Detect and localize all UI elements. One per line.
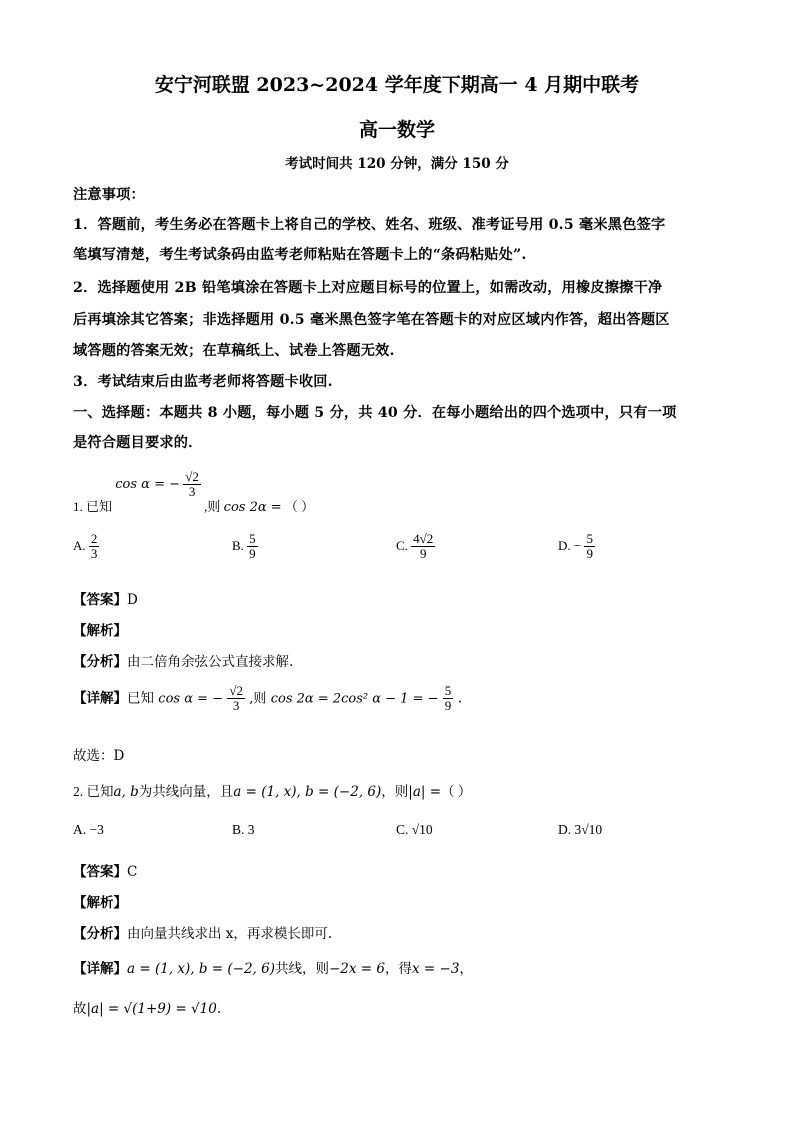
- q1-analysis-tag: 【解析】: [73, 623, 127, 639]
- q1-option-b-den: 9: [249, 546, 256, 562]
- q1-option-c-num: 4√2: [413, 531, 434, 546]
- q1-option-c-label: C.: [396, 537, 408, 553]
- q1-xiangjie-frac1-den: 3: [232, 698, 240, 714]
- q1-blank: （ ）: [284, 498, 315, 514]
- q1-xiangjie-cos: cos α = −: [158, 691, 224, 707]
- q2-conclusion-end: .: [216, 1001, 222, 1017]
- q1-option-d-sign: −: [573, 537, 582, 553]
- q1-xiangjie-pre: 已知: [127, 690, 154, 707]
- q1-fenxi-tag: 【分析】: [73, 654, 127, 670]
- exam-time-info: 考试时间共 120 分钟，满分 150 分: [285, 156, 509, 172]
- q2-option-b[interactable]: [232, 822, 255, 838]
- q1-option-d-value: [584, 532, 595, 562]
- q1-xiangjie-frac2-num: 5: [444, 683, 452, 698]
- q1-option-b-label: B.: [232, 537, 244, 553]
- q1-option-c-value: [411, 532, 435, 562]
- q2-vectors: a, b: [113, 784, 139, 800]
- q1-option-a-num: 2: [90, 531, 98, 546]
- q2-xiangjie-eq: −2x = 6: [329, 961, 385, 977]
- q2-option-b-value: 3: [247, 822, 255, 837]
- q2-option-a-value: −3: [89, 822, 104, 837]
- q1-option-a[interactable]: [73, 532, 99, 562]
- q2-option-a-label: A.: [73, 822, 87, 837]
- q1-then: ,则: [204, 498, 221, 514]
- q1-prefix: 1. 已知: [73, 498, 113, 514]
- exam-subject: 高一数学: [358, 119, 435, 141]
- q2-prefix: 2. 已知: [73, 784, 114, 799]
- q2-mid2: ，则: [381, 784, 409, 799]
- q1-cos-alpha: cos α = −: [115, 476, 181, 492]
- q1-fenxi: [73, 650, 293, 670]
- q1-xiangjie-frac2: [443, 684, 454, 714]
- q1-fenxi-text: 由二倍角余弦公式直接求解.: [127, 654, 294, 670]
- q2-conclusion-expr: |a| = √(1+9) = √10: [86, 1001, 217, 1017]
- q2-option-b-label: B.: [232, 822, 245, 837]
- notes-line-5: 域答题的答案无效；在草稿纸上、试卷上答题无效.: [73, 343, 395, 359]
- q1-xiangjie-frac2-den: 9: [444, 698, 452, 714]
- q2-option-c[interactable]: [396, 822, 433, 838]
- q2-fenxi: [73, 922, 332, 942]
- q1-option-b-num: 5: [249, 531, 256, 546]
- q2-xiangjie: [73, 957, 473, 977]
- q1-answer-value: D: [127, 592, 138, 608]
- notes-heading: 注意事项：: [73, 187, 145, 203]
- q1-option-d-num: 5: [586, 531, 593, 546]
- q2-option-d[interactable]: [558, 822, 602, 838]
- section-heading-line-1: 一、选择题：本题共 8 小题，每小题 5 分，共 40 分．在每小题给出的四个选项中，只有一项: [73, 405, 677, 421]
- q1-answer-tag: 【答案】: [73, 592, 127, 608]
- section-heading-line-2: 是符合题目要求的．: [73, 435, 203, 451]
- q2-xiangjie-expr: a = (1, x), b = (−2, 6): [127, 961, 275, 977]
- q2-option-a[interactable]: [73, 822, 104, 838]
- q2-option-d-value: 3√10: [574, 822, 603, 837]
- q1-option-d-label: D.: [558, 537, 571, 553]
- q1-option-d[interactable]: [558, 532, 595, 562]
- q2-option-c-label: C.: [396, 822, 409, 837]
- notes-line-4: 后再填涂其它答案；非选择题用 0.5 毫米黑色签字笔在答题卡的对应区域内作答，超出答题区: [73, 312, 670, 328]
- q2-conclusion: [73, 997, 221, 1017]
- q2-xiangjie-result: x = −3: [412, 961, 460, 977]
- q1-fraction: [183, 470, 201, 500]
- q2-analysis: [73, 891, 127, 911]
- q2-conclusion-prefix: 故: [73, 1001, 87, 1017]
- q2-answer: [73, 860, 137, 880]
- q1-option-b-value: [247, 532, 258, 562]
- q1-analysis: [73, 619, 127, 639]
- q1-fraction-den: 3: [188, 484, 196, 500]
- q2-analysis-tag: 【解析】: [73, 895, 127, 911]
- q2-answer-tag: 【答案】: [73, 864, 127, 880]
- q1-xiangjie: [73, 684, 462, 714]
- q1-xiangjie-expr: cos 2α = 2cos² α − 1 = −: [270, 691, 439, 707]
- q2-blank: （ ）: [441, 784, 472, 799]
- q1-option-d-den: 9: [586, 546, 593, 562]
- q1-xiangjie-mid: ,则: [249, 691, 267, 707]
- q2-abs-a: |a| =: [408, 784, 442, 800]
- q2-fenxi-tag: 【分析】: [73, 926, 127, 942]
- q1-option-c-den: 9: [419, 546, 427, 562]
- q2-mid1: 为共线向量，且: [138, 784, 234, 799]
- q1-xiangjie-frac1: [227, 684, 245, 714]
- q1-xiangjie-frac1-num: √2: [229, 683, 243, 698]
- question-1: [73, 466, 315, 515]
- question-2: [73, 780, 471, 800]
- notes-line-2: 笔填写清楚，考生考试条码由监考老师粘贴在答题卡上的“条码粘贴处”.: [73, 247, 527, 263]
- q1-cos-2alpha: cos 2α =: [223, 499, 282, 515]
- q2-xiangjie-mid2: ，得: [385, 961, 412, 977]
- exam-title: 安宁河联盟 2023~2024 学年度下期高一 4 月期中联考: [154, 74, 640, 96]
- q1-conclusion: 故选：D: [73, 748, 125, 764]
- q2-expr: a = (1, x), b = (−2, 6): [233, 784, 382, 800]
- q1-fraction-num: √2: [185, 469, 199, 484]
- q1-xiangjie-end: .: [457, 690, 462, 707]
- q1-option-c[interactable]: [396, 532, 435, 562]
- q1-option-b[interactable]: [232, 532, 258, 562]
- q2-xiangjie-end: ，: [459, 961, 473, 977]
- notes-line-1: 1．答题前，考生务必在答题卡上将自己的学校、姓名、班级、准考证号用 0.5 毫米黑色签字: [73, 217, 666, 233]
- q2-option-d-label: D.: [558, 822, 572, 837]
- q2-fenxi-text: 由向量共线求出 x，再求模长即可.: [127, 926, 333, 942]
- q2-xiangjie-tag: 【详解】: [73, 961, 127, 977]
- q1-option-a-den: 3: [90, 546, 98, 562]
- q2-option-c-value: √10: [411, 822, 433, 837]
- q1-option-a-value: [89, 532, 100, 562]
- notes-line-3: 2．选择题使用 2B 铅笔填涂在答题卡上对应题目标号的位置上，如需改动，用橡皮擦擦干净: [73, 280, 663, 296]
- q1-xiangjie-tag: 【详解】: [73, 690, 127, 707]
- q2-answer-value: C: [127, 864, 138, 880]
- q2-xiangjie-mid: 共线，则: [275, 961, 329, 977]
- notes-line-6: 3．考试结束后由监考老师将答题卡收回.: [73, 374, 333, 390]
- q1-option-a-label: A.: [73, 537, 86, 553]
- q1-answer: [73, 588, 138, 608]
